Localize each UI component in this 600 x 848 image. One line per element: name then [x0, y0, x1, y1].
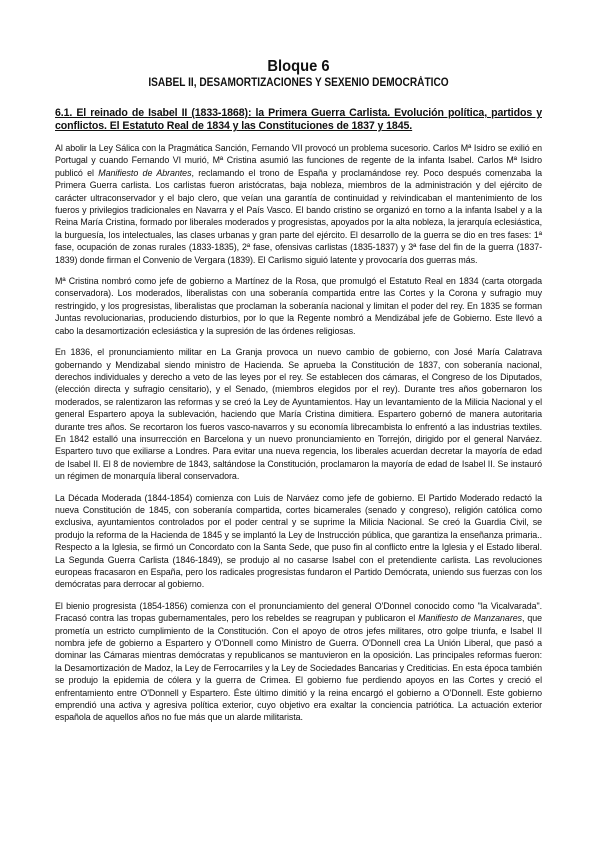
paragraph-2 [55, 275, 542, 337]
paragraph-text: El bienio progresista (1854-1856) comienza con el pronunciamiento del general O'Donnel conocido como "la Vicalvarada". Fracasó contra las tropas gubernamentales, pero los rebeldes se reagrupan y publicaron el [55, 600, 542, 624]
paragraph-text: , reclamando el trono de España y proclamándose rey. Poco después comenzaba la Primera Guerra carlista. Los carlistas fueron aristócratas, baja nobleza, miembros de la administración y del ejército de carácter ultraconservador y el bajo clero, que veían una garantía de continuidad y reivindicaban el mantenimiento de los fueros y privilegios tradicionales en Navarra y el País Vasco. El bando cristino se organizó en torno a la infanta Isabel y a la Reina María Cristina, formado por liberales moderados y progresistas, apoyados por la alta nobleza, la jerarquía eclesiástica, la burguesía, los intelectuales, las clases urbanas y gran parte del ejército. El desarrollo de la guerra se dio en tres fases: 1ª fase, ocupación de zonas rurales (1833-1835), 2ª fase, ofensivas carlistas (1835-1837) y 3ª fase del fin de la guerra (1837-1839) donde firman el Convenio de Vergara (1839). El Carlismo siguió latente y provocaría dos guerras más. [55, 167, 542, 265]
page-title: Bloque 6 [267, 58, 330, 75]
paragraph-text: La Década Moderada (1844-1854) comienza con Luis de Narváez como jefe de gobierno. El Partido Moderado redactó la nueva Constitución de 1845, con soberanía compartida, cortes bicamerales (senado y congreso), religión católica como exclusiva, ayuntamientos controlados por el poder central y se suprime la Milicia Nacional. Se creó la Guardia Civil, se produjo la reforma de la Hacienda de 1845 y se implantó la Ley de Instrucción pública, que garantiza la enseñanza primaria.. Respecto a la Iglesia, se firmó un Concordato con la Santa Sede, que puso fin al conflicto entre la Iglesia y el Estado liberal. La Segunda Guerra Carlista (1846-1849), se produjo al no casarse Isabel con el pretendiente carlista. Las revoluciones europeas fracasaron en España, pero los radicales progresistas fundaron el Partido Demócrata, uniendo sus fuerzas con los demócratas para derrocar al gobierno. [55, 492, 542, 590]
paragraph-5 [55, 600, 542, 724]
paragraph-text: Al abolir la Ley Sálica con la Pragmática Sanción, Fernando VII provocó un problema sucesorio. Carlos Mª Isidro se exilió en Portugal y cuando Fernando VI murió, Mª Cristina asumió las funciones de regente de la infanta Isabel. Carlos Mª Isidro publicó el [55, 143, 542, 178]
paragraph-4 [55, 492, 542, 591]
section-heading: 6.1. El reinado de Isabel II (1833-1868): la Primera Guerra Carlista. Evolución política, partidos y conflictos. El Estatuto Real de 1834 y las Constituciones de 1837 y 1845. [55, 107, 542, 132]
paragraph-emphasis: Manifiesto de Manzanares [418, 613, 522, 624]
paragraph-1 [55, 142, 542, 266]
page-subtitle: ISABEL II, DESAMORTIZACIONES Y SEXENIO DEMOCRÁTICO [148, 77, 449, 89]
paragraph-3 [55, 346, 542, 482]
paragraph-emphasis: Manifiesto de Abrantes [98, 167, 192, 178]
paragraph-text: Mª Cristina nombró como jefe de gobierno a Martínez de la Rosa, que promulgó el Estatuto Real en 1834 (carta otorgada conservadora). Los moderados, liberalistas con una soberanía compartida entre las Cortes y la Corona y sufragio muy restringido, y los progresistas, liberalistas que proclaman la soberanía nacional y limitan el poder del rey. En 1835 se forman Juntas revolucionarias, produciendo disturbios, por lo que la Regente nombró a Mendizábal jefe de Gobierno. Este llevó a cabo la desamortización eclesiástica y la supresión de las órdenes religiosas. [55, 276, 542, 336]
paragraph-text: En 1836, el pronunciamiento militar en La Granja provoca un nuevo cambio de gobierno, con José María Calatrava gobernando y Mendizabal siendo ministro de Hacienda. Se aprueba la Constitución de 1837, con soberanía nacional, derechos individuales y derecho a veto de las leyes por el rey. Se establecen dos cámaras, el Congreso de los Diputados, (elección directa y sufragio censitario), y el Senado, (miembros elegidos por el rey). Durante tres años gobernaron los moderados, se ralentizaron las reformas y se creó la Ley de Ayuntamientos. Hay un levantamiento de la Milicia Nacional y el general Espartero apoya la sublevación, haciendo que María Cristina dimitiera. Espartero gobernó de manera autoritaria durante tres años. Se recortaron los fueros vasco-navarros y su economía librecambista lo enfrentó a las industrias textiles. En 1842 estalló una insurrección en Barcelona y un nuevo pronunciamiento en Torrejón, dirigido por el general Narváez. Espartero tuvo que exiliarse a Londres. Para evitar una nueva regencia, los liberales acuerdan decretar la mayoría de edad de Isabel II. El 8 de noviembre de 1843, saltándose la Constitución, proclamaron la mayoría de edad de Isabel II. Se instauró un régimen de monarquía liberal conservadora. [55, 347, 542, 482]
paragraph-text: , que prometía un estricto cumplimiento de la Constitución. Con el apoyo de otros jefes militares, otro golpe triunfa, e Isabel II nombra jefe de gobierno a Espartero y O'Donnell como Ministro de Guerra. O'Donnell crea La Unión Liberal, que pasó a dominar las Cámaras mientras demócratas y republicanos se mantuvieron en la oposición. Las principales reformas fueron: la Desamortización de Madoz, la Ley de Ferrocarriles y la Ley de Sociedades Bancarias y Crediticias. En esta época también se produjo la epidemia de cólera y la guerra de Crimea. El gobierno fue perdiendo apoyos en las Cortes y creció el enfrentamiento entre O'Donnell y Espartero. Éste último dimitió y la reina encargó el gobierno a O'Donnell. Este gobierno emprendió una activa y agresiva política exterior, cuyo objetivo era exaltar la conciencia patriótica. La actuación exterior española de aquellos años no fue más que un alarde militarista. [55, 613, 542, 723]
